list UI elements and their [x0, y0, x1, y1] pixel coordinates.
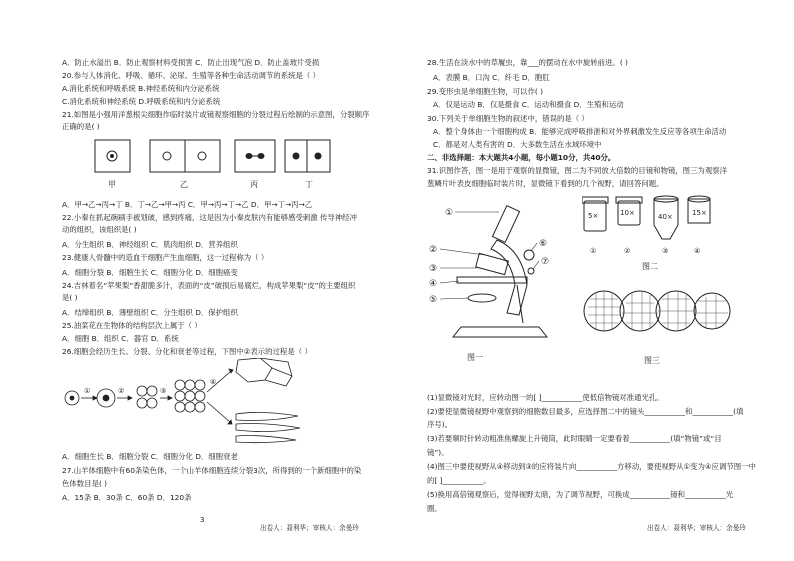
- q26-cell-process-figure: [60, 358, 310, 446]
- right-line: 圈。: [427, 504, 442, 513]
- microscope-label-7: ⑦: [541, 257, 550, 267]
- lens-number-2: ②: [624, 247, 631, 255]
- lens-mag-15x: 15×: [692, 209, 707, 217]
- lens-mag-10x: 10×: [620, 209, 635, 217]
- left-line: 21.如图是小强用洋葱根尖细胞作临时装片或镜观察细胞的分裂过程后绘制的示意图，分裂顺序: [62, 110, 370, 119]
- right-line: C．都是对人类有害的 D．大多数生活在水域环境中: [433, 140, 602, 149]
- microscope-label-6: ⑥: [539, 239, 548, 249]
- left-line: 是( ): [62, 293, 78, 302]
- microscope-label-3: ③: [429, 264, 438, 274]
- left-line: 23.健康人骨髓中的造血干细胞产生血细胞，这一过程称为（ ）: [62, 253, 269, 262]
- right-line: 镜”)。: [427, 448, 449, 457]
- right-line: 序号)。: [427, 420, 453, 429]
- left-line: A．细胞 B．组织 C．器官 D．系统: [62, 334, 179, 343]
- left-line: 动的组织，该组织是( ): [62, 225, 137, 234]
- left-line: 24.吉林着名“苹果梨”香甜脆多汁，表面的“皮”破损后易腐烂，构成苹果梨“皮”的主要组织: [62, 281, 356, 290]
- fig2-caption: 图二: [642, 262, 658, 271]
- lens-figure: [582, 195, 717, 275]
- cell-label-jia: 甲: [108, 180, 116, 189]
- right-line: A．仅是运动 B．仅是摄食 C．运动和摄食 D．生殖和运动: [433, 100, 624, 109]
- fig3-caption: 图三: [644, 356, 660, 365]
- right-line: 的[ ]___________。: [427, 476, 491, 485]
- lens-mag-40x: 40×: [658, 213, 673, 221]
- left-line: A．15条 B．30条 C．60条 D．120条: [62, 493, 192, 502]
- left-line: 26.细胞会经历生长、分裂、分化和衰老等过程，下图中②表示的过程是（ ）: [62, 347, 312, 356]
- right-line: (5)换用高倍镜观察后，觉得视野太暗，为了调节视野，可换成___________镜和___________光: [427, 490, 734, 499]
- views-figure: [582, 283, 732, 368]
- right-line: (2)要使显微镜视野中观察到的细胞数目最多，应选择图二中的镜头___________和___________(填: [427, 407, 744, 416]
- right-line: 葱鳞片叶表皮细胞临时装片时，显微镜下看到的几个视野，请回答问题。: [427, 179, 664, 188]
- left-line: A．结缔组织 B．薄壁组织 C．分生组织 D．保护组织: [62, 308, 238, 317]
- left-line: A．分生组织 B．神经组织 C．肌肉组织 D．营养组织: [62, 240, 238, 249]
- process-label-4: ④: [210, 378, 217, 386]
- cell-label-bing: 丙: [250, 180, 258, 189]
- left-line: A.消化系统和呼吸系统 B.神经系统和内分泌系统: [62, 84, 220, 93]
- right-line: (3)若要顺时针转动粗准焦螺旋上升镜筒，此时眼睛一定要看着___________(填“物镜”或“目: [427, 434, 722, 443]
- left-line: 27.山羊体细胞中有60条染色体，一个山羊体细胞连续分裂3次，所得到的一个新细胞中的染: [62, 466, 362, 475]
- left-line: A．甲→乙→丙→丁 B．丁→乙→甲→丙 C．甲→丙→丁→乙 D．甲→丁→丙→乙: [62, 200, 313, 209]
- right-footer: 出卷人：聂利华；审核人：余曼玲: [647, 524, 746, 532]
- left-line: A．细胞生长 B．细胞分裂 C．细胞分化 D．细胞衰老: [62, 452, 238, 461]
- right-page: [397, 0, 794, 561]
- lens-mag-5x: 5×: [588, 212, 599, 220]
- page-number: 3: [200, 516, 205, 524]
- right-line: 二、非选择题：本大题共4小题，每小题10分，共40分。: [427, 153, 616, 162]
- microscope-label-1: ①: [445, 208, 454, 218]
- fig1-caption: 图一: [467, 353, 483, 362]
- left-footer: 出卷人：聂利华；审核人：余曼玲: [260, 524, 359, 532]
- microscope-label-4: ④: [429, 279, 438, 289]
- left-line: A．细胞分裂 B．细胞生长 C．细胞分化 D．细胞癌变: [62, 268, 238, 277]
- cell-label-ding: 丁: [305, 180, 313, 189]
- left-line: 22.小秦在抓起碗刷手被划破，感到疼痛，这是因为小秦皮肤内有能够感受刺激 传导神经冲: [62, 213, 357, 222]
- right-line: 31.识图作答，图一是用于观察的显微镜，图二为不同放大倍数的目镜和物镜，图三为观察洋: [427, 166, 727, 175]
- lens-number-1: ①: [590, 247, 597, 255]
- left-line: 20.参与人体消化、呼吸、循环、泌尿、生殖等各种生命活动调节的系统是（ ）: [62, 71, 320, 80]
- q21-cell-division-figure: [90, 135, 340, 195]
- cell-label-yi: 乙: [180, 180, 188, 189]
- lens-number-4: ④: [694, 247, 701, 255]
- left-line: 正确的是( ): [62, 122, 100, 131]
- right-line: 28.生活在淡水中的草履虫，靠___的摆动在水中旋转前进。( ): [427, 58, 628, 67]
- right-line: A．表膜 B．口沟 C．纤毛 D．胞肛: [433, 73, 550, 82]
- left-line: A．防止水溢出 B．防止观察材料受损害 C．防止出现气泡 D．防止盖玻片受损: [62, 58, 320, 67]
- microscope-label-5: ⑤: [429, 295, 438, 305]
- left-line: 色体数目是( ): [62, 479, 108, 488]
- microscope-figure: [427, 195, 567, 365]
- right-line: 30.下列关于单细胞生物的叙述中，错误的是（ ）: [427, 114, 589, 123]
- right-line: (1)显微镜对光时，应转动图一的[ ]___________使低倍物镜对准通光孔。: [427, 393, 664, 402]
- process-label-3: ③: [160, 387, 167, 395]
- right-line: 29.变形虫是单细胞生物，可以作( ): [427, 87, 543, 96]
- microscope-label-2: ②: [429, 245, 438, 255]
- left-line: 25.油菜花在生物体的结构层次上属于（ ）: [62, 321, 202, 330]
- right-line: (4)图三中要使视野从④移动到③的应将装片向___________方移动，要使视野从①变为④应调节图一中: [427, 462, 756, 471]
- left-line: C.消化系统和神经系统 D.呼吸系统和内分泌系统: [62, 97, 221, 106]
- process-label-2: ②: [118, 387, 125, 395]
- process-label-1: ①: [84, 387, 91, 395]
- right-line: A．整个身体由一个细胞构成 B．能够完成呼吸排泄和对外界刺激发生反应等各项生命活动: [433, 127, 727, 136]
- lens-number-3: ③: [662, 247, 669, 255]
